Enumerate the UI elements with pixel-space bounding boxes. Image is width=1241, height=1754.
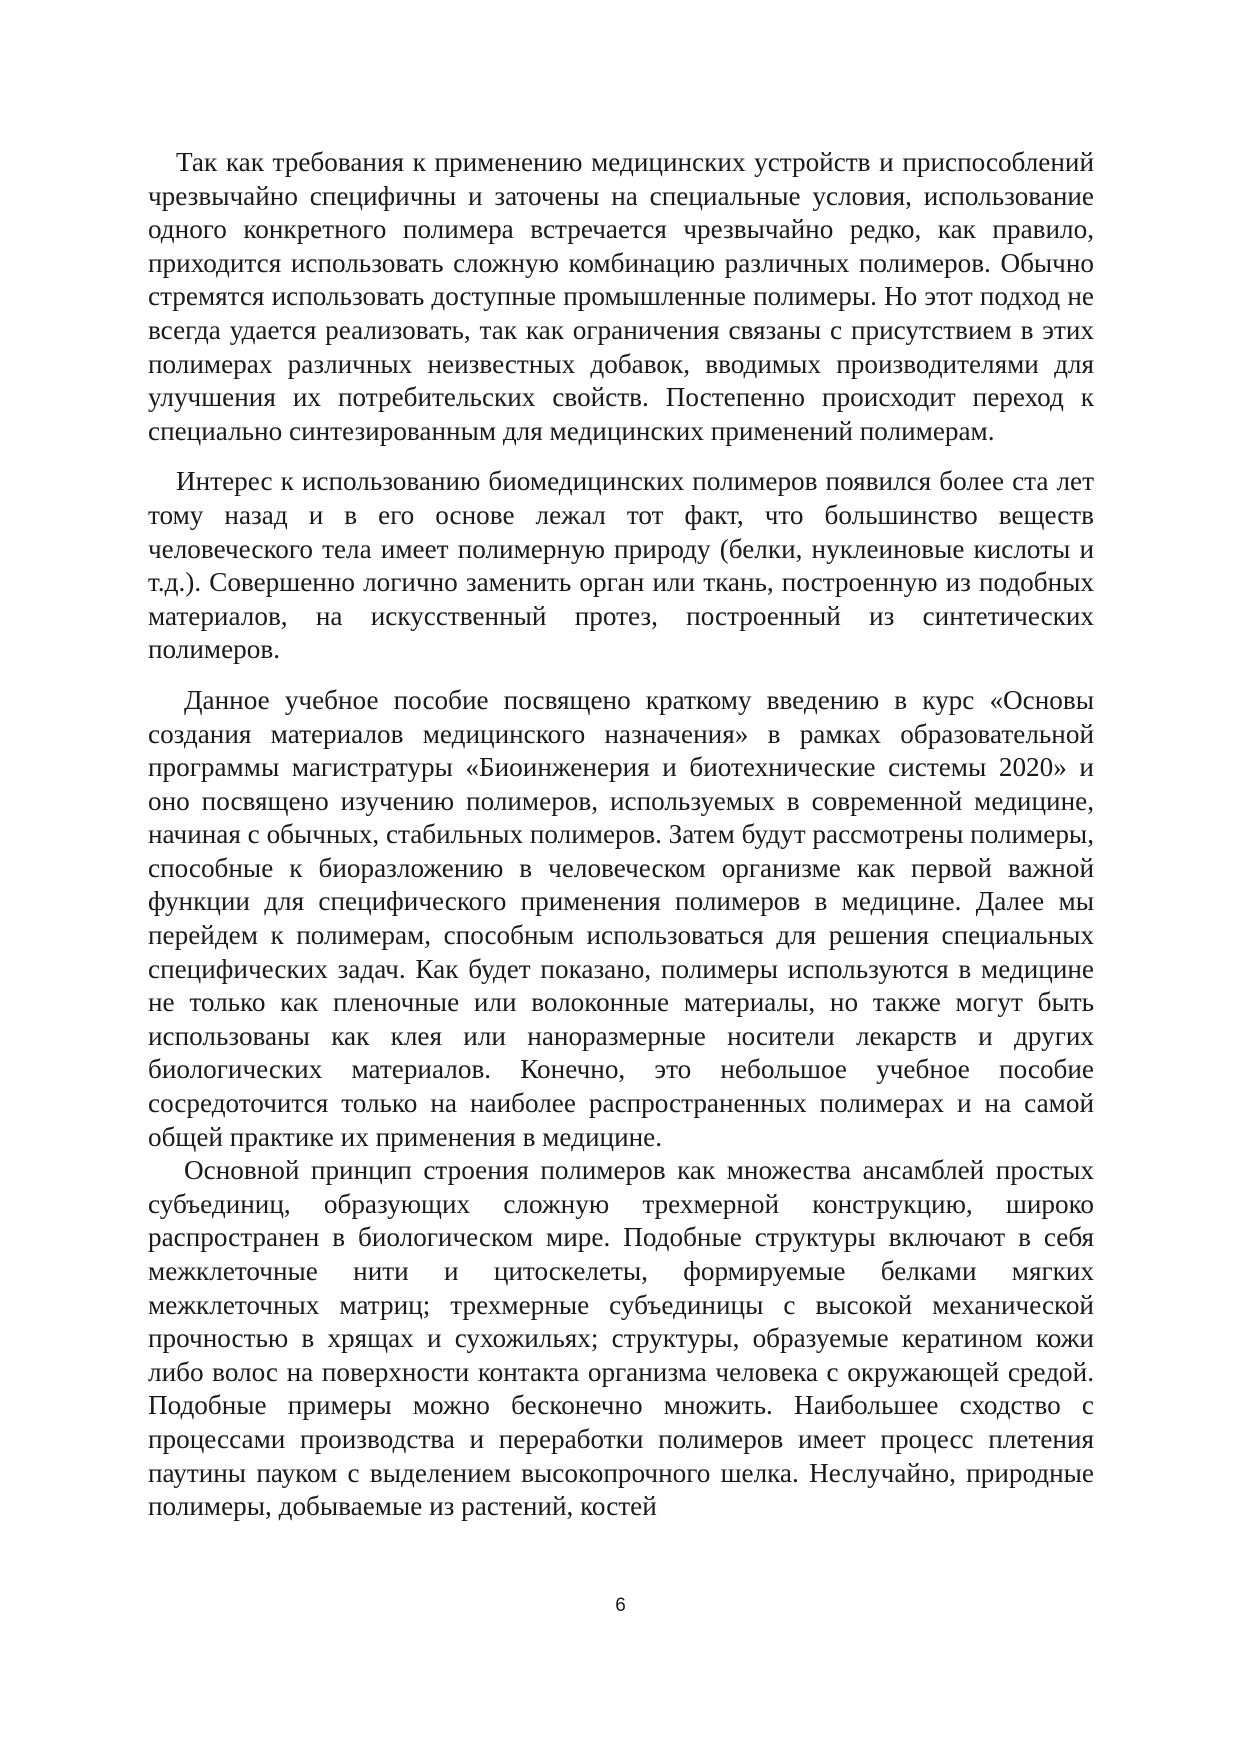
page-number: 6 [615, 1595, 626, 1616]
paragraph-1: Так как требования к применению медицинских устройств и приспособлений чрезвычайно специфичны и заточены на специальные условия, использование одного конкретного полимера встречается чрезвычайно редко, как правило, приходится использовать сложную комбинацию различных полимеров. Обычно стремятся использовать доступные промышленные полимеры. Но этот подход не всегда удается реализовать, так как ограничения связаны с присутствием в этих полимерах различных неизвестных добавок, вводимых производителями для улучшения их потребительских свойств. Постепенно происходит переход к специально синтезированным для медицинских применений полимерам. [148, 147, 1094, 446]
paragraph-3: Данное учебное пособие посвящено краткому введению в курс «Основы создания материалов медицинского назначения» в рамках образовательной программы магистратуры «Биоинженерия и биотехнические системы 2020» и оно посвящено изучению полимеров, используемых в современной медицине, начиная с обычных, стабильных полимеров. Затем будут рассмотрены полимеры, способные к биоразложению в человеческом организме как первой важной функции для специфического применения полимеров в медицине. Далее мы перейдем к полимерам, способным использоваться для решения специальных специфических задач. Как будет показано, полимеры используются в медицине не только как пленочные или волоконные материалы, но также могут быть использованы как клея или наноразмерные носители лекарств и других биологических материалов. Конечно, это небольшое учебное пособие сосредоточится только на наиболее распространенных полимерах и на самой общей практике их применения в медицине. [148, 684, 1094, 1152]
paragraph-4: Основной принцип строения полимеров как множества ансамблей простых субъединиц, образующих сложную трехмерной конструкцию, широко распространен в биологическом мире. Подобные структуры включают в себя межклеточные нити и цитоскелеты, формируемые белками мягких межклеточных матриц; трехмерные субъединицы с высокой механической прочностью в хрящах и сухожильях; структуры, образуемые кератином кожи либо волос на поверхности контакта организма человека с окружающей средой. Подобные примеры можно бесконечно множить. Наибольшее сходство с процессами производства и переработки полимеров имеет процесс плетения паутины пауком с выделением высокопрочного шелка. Неслучайно, природные полимеры, добываемые из растений, костей [148, 1155, 1094, 1522]
body-text [148, 146, 1094, 1524]
paragraph-2: Интерес к использованию биомедицинских полимеров появился более ста лет тому назад и в его основе лежал тот факт, что большинство веществ человеческого тела имеет полимерную природу (белки, нуклеиновые кислоты и т.д.). Совершенно логично заменить орган или ткань, построенную из подобных материалов, на искусственный протез, построенный из синтетических полимеров. [148, 466, 1094, 665]
